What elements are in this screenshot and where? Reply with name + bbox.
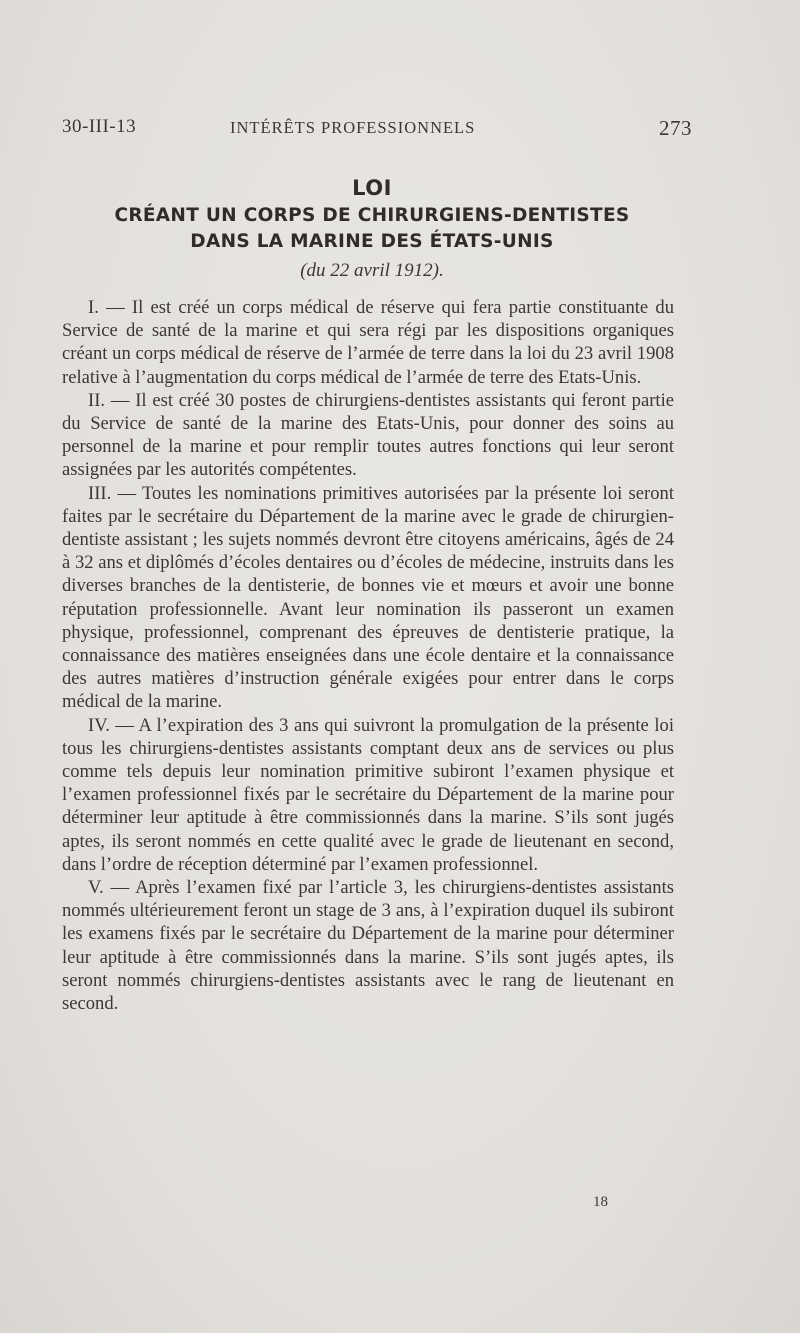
- article-1: I. — Il est créé un corps médical de réserve qui fera partie constituante du Service de santé de la marine et qui sera régi par les dispositions organiques créant un corps médical de réserve de l’armée de terre dans la loi du 23 avril 1908 relative à l’augmentation du corps médical de l’armée de terre des Etats-Unis.: [62, 297, 674, 388]
- law-title-line-1: CRÉANT UN CORPS DE CHIRURGIENS-DENTISTES: [114, 205, 630, 226]
- article-5: V. — Après l’examen fixé par l’article 3, les chirurgiens-dentistes assistants nommés ultérieurement feront un stage de 3 ans, à l’expiration duquel ils subiront les examens fixés par le secrétaire du Département de la marine pour déterminer leur aptitude à être commissionnés dans la marine. S’ils sont jugés aptes, ils seront nommés chirurgiens-dentistes assistants avec le rang de lieutenant en second.: [62, 877, 674, 1015]
- law-title-line-2: DANS LA MARINE DES ÉTATS-UNIS: [190, 231, 554, 252]
- running-head: [62, 116, 692, 142]
- article-4: IV. — A l’expiration des 3 ans qui suivront la promulgation de la présente loi tous les chirurgiens-dentistes assistants comptant deux ans de services ou plus comme tels depuis leur nomination primitive subiront l’examen physique et l’examen professionnel fixés par le secrétaire du Département de la marine pour déterminer leur aptitude à être commissionnés dans la marine. S’ils sont jugés aptes, ils seront nommés en cette qualité avec le grade de lieutenant en second, dans l’ordre de réception déterminé par l’examen professionnel.: [62, 714, 674, 875]
- article-3: III. — Toutes les nominations primitives autorisées par la présente loi seront faites par le secrétaire du Département de la marine avec le grade de chirurgien-dentiste assistant ; les sujets nommés devront être citoyens américains, âgés de 24 à 32 ans et diplômés d’écoles dentaires ou d’écoles de médecine, instruits dans les diverses branches de la dentisterie, de bonnes vie et mœurs et avoir une bonne réputation professionnelle. Avant leur nomination ils passeront un examen physique, professionnel, comprenant des épreuves de dentisterie pratique, la connaissance des matières enseignées dans une école dentaire et la connaissance des autres matières d’instruction générale exigées pour entrer dans le corps médical de la marine.: [62, 482, 674, 713]
- page-number: 273: [659, 116, 692, 140]
- law-body: [62, 296, 674, 1015]
- law-heading: LOI: [352, 176, 392, 200]
- signature-folio: 18: [593, 1194, 608, 1210]
- issue-date: 30-III-13: [62, 116, 137, 137]
- law-date: (du 22 avril 1912).: [300, 260, 444, 281]
- article-2: II. — Il est créé 30 postes de chirurgiens-dentistes assistants qui feront partie du Service de santé de la marine des Etats-Unis, pour donner des soins au personnel de la marine et pour remplir toutes autres fonctions qui leur seront assignées par les autorités compétentes.: [62, 389, 674, 481]
- section-title: INTÉRÊTS PROFESSIONNELS: [230, 118, 476, 137]
